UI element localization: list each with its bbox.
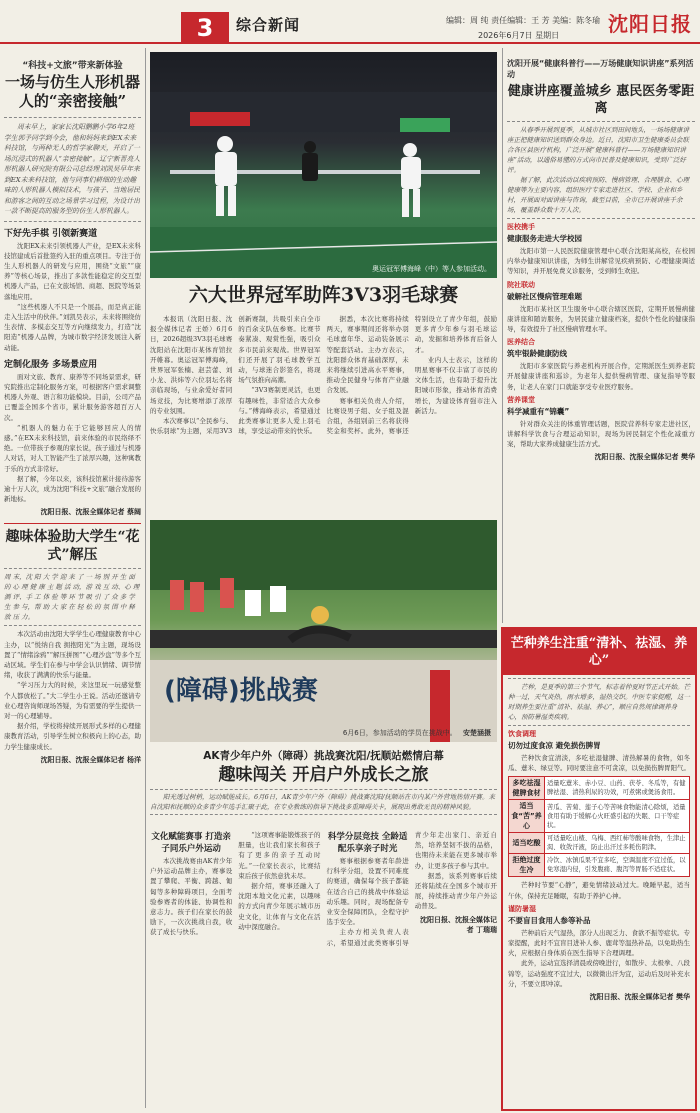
paragraph: 本次挑战赛由AK青少年户外运动品牌主办，赛事设置了攀爬、平衡、跨越、匍匐等多种障碍项目，全面考验参赛者的体能、协调性和意志力。孩子们在家长的鼓励下，一次次挑战自我，收获了成长与快乐。 xyxy=(150,857,233,937)
center-headline-1: 六大世界冠军助阵3V3羽毛球赛 xyxy=(188,284,459,306)
left-byline-1: 沈阳日报、沈报全媒体记者 蔡阔 xyxy=(40,508,141,517)
table-key: 拒绝过度生冷 xyxy=(509,854,545,877)
paragraph: “这项赛事能锻炼孩子的胆量，也让我们家长和孩子有了更多的亲子互动时光。”一位家长表示，比赛结束后孩子依然意犹未尽。 xyxy=(238,831,321,880)
left-headline: 一场与仿生人形机器人的“亲密接触” xyxy=(4,73,140,110)
paragraph: 芒种前后天气湿热，部分人出现乏力、食欲不振等症状。专家提醒，此时不宜盲目进补人参、鹿茸等温热补品，以免助热生火，应根据自身体质在医生指导下合理调理。 xyxy=(508,928,690,958)
obstacle-scene-image xyxy=(150,520,497,742)
right-column xyxy=(507,58,695,623)
paragraph: 据悉，该系列赛事后续还将陆续在全国多个城市开展，持续推动青少年户外运动普及。 xyxy=(414,871,497,911)
center-lead-box xyxy=(150,789,497,815)
paragraph: 据介绍，赛事还融入了沈阳本地文化元素，以趣味的方式向青少年展示城市历史文化，让体育与文化在活动中深度融合。 xyxy=(238,882,321,931)
box-subtag-1: 饮食调理 xyxy=(508,730,536,738)
left-lead-box xyxy=(4,117,141,222)
paragraph: 据介绍，学校将持续开展形式多样的心理健康教育活动，引导学生树立积极向上的心态，助力学生健康成长。 xyxy=(4,722,141,751)
left-lead-2: 周 末，沈 阳 大 学 迎 来 了 一 场 别 开 生 面 的 心 理 健 康 主 题 活 动，游 戏 互 动、心 理 测 评、手 工 体 验 等 环 节 吸 引 了 众 多 学 生 参 与，帮 助 大 家 在 轻 松 的 氛 围 中 释 放 压 力。 xyxy=(4,573,140,622)
right-kicker: 沈阳开展“健康科普行——万场健康知识讲座”系列活动 xyxy=(507,59,694,79)
box-subtag-2: 谨防暑湿 xyxy=(508,904,536,913)
photo2-board-text: (障碍)挑战赛 xyxy=(164,676,318,706)
table-value: 可适量吃山楂、乌梅、西红柿等酸味食物，生津止渴、收敛汗液，防止出汗过多耗伤阴津。 xyxy=(545,833,690,854)
box-lead-box xyxy=(508,678,690,726)
paragraph: 本次活动由沈阳大学学生心理健康教育中心主办，以“悦纳自我 拥抱阳光”为主题，现场设置了“情绪涂鸦”“解压拼图”“心理沙盘”等多个互动区域。学生们在参与中学会认识情绪、调节情绪，收获了满满的快乐与能量。 xyxy=(4,630,141,680)
newspaper-logo: 沈阳日报 xyxy=(608,12,692,36)
editor-line: 编辑：周 纯 责任编辑：王 芳 美编：陈冬瑜 xyxy=(446,16,601,25)
left-column xyxy=(4,58,141,1108)
left-subhead-2: 定制化服务 多场景应用 xyxy=(4,359,98,370)
paragraph: “3V3赛制更灵活，也更有趣味性，非常适合大众参与。”傅海峰表示，希望通过此类赛事让更多人爱上羽毛球，享受运动带来的快乐。 xyxy=(238,386,321,436)
column-divider xyxy=(502,48,503,623)
badminton-scene-image xyxy=(150,52,497,278)
paragraph: 沈阳市第一人民医院健康管理中心联合沈阳某高校，在校园内举办健康知识讲座，为师生讲解常见疾病预防、心理健康调适等知识，并开展免费义诊服务，受到师生欢迎。 xyxy=(507,247,695,276)
table-row xyxy=(509,854,690,877)
paragraph: 主办方相关负责人表示，希望通过此类赛事引导青少年走出家门、亲近自然，培养坚韧不拔的品格，也期待未来能在更多城市举办，让更多孩子参与其中。 xyxy=(326,831,497,947)
photo2-caption: 6月6日，参加活动的学员在挑战中。 xyxy=(342,729,457,737)
right-subtag-3: 医养结合 xyxy=(507,338,535,347)
box-byline: 沈阳日报、沈报全媒体记者 樊华 xyxy=(589,993,690,1002)
obstacle-article xyxy=(150,830,497,1108)
paragraph: 本报讯（沈阳日报、沈报全媒体记者 王娇）6月6日，2026超级3V3羽毛球赛沈阳站在沈阳市某体育馆拉开帷幕。奥运冠军傅海峰，世界冠军张楠、赵芸蕾、刘小龙、洪炜等六位羽坛名将亲临现场，与业余爱好者同场竞技，为比赛增添了浓厚的专业氛围。 xyxy=(150,315,233,415)
center-subhead-3: 文化赋能赛事 打造亲子同乐户外运动 xyxy=(151,832,231,854)
table-key: 适当食“苦”养心 xyxy=(509,800,545,833)
photo2-caption-line xyxy=(343,728,491,738)
right-subhead-1: 健康服务走进大学校园 xyxy=(507,234,582,243)
paragraph: 赛事根据参赛者年龄进行科学分组，设置不同难度的赛道，确保每个孩子都能在适合自己的挑战中体验运动乐趣。同时，现场配备专业安全保障团队，全程守护选手安全。 xyxy=(326,857,409,927)
paragraph: 据了解，今年以来，该科技馆累计接待游客逾十万人次，成为沈阳“科技+文旅”融合发展的新地标。 xyxy=(4,474,141,504)
center-headline-2: 趣味闯关 开启户外成长之旅 xyxy=(218,765,429,785)
left-headline-2: 趣味体验助大学生“花式”解压 xyxy=(5,529,140,564)
paragraph: “学习压力大的时候，来这里玩一玩感觉整个人都放松了。”大二学生小王说。活动还邀请专业心理咨询师现场答疑，为有需要的学生提供一对一的心理辅导。 xyxy=(4,681,141,720)
paragraph: 面对文旅、教育、康养等不同场景需求，研究院推出定制化服务方案，可根据客户需求调整机器人外观、语言和功能模块。目前，公司产品已覆盖全国多个省市，累计服务游客超百万人次。 xyxy=(4,372,141,422)
right-subhead-4: 科学减重有“锦囊” xyxy=(507,406,570,416)
badminton-photo xyxy=(150,52,497,278)
left-lead-box-2 xyxy=(4,568,141,626)
paragraph: 此外，运动宜选择清晨或傍晚进行，如散步、太极拳、八段锦等，运动强度不宜过大，以微微出汗为宜，运动后及时补充水分，不要立即冲凉。 xyxy=(508,959,690,988)
center-headline-block xyxy=(150,282,497,310)
box-subhead-1: 切勿过度食凉 避免损伤脾胃 xyxy=(508,741,601,750)
column-divider xyxy=(145,48,146,1108)
center-lead-2: 阳光透过树梢，运动赋能成长。6月6日，AK青少年户外（障碍）挑战赛沈阳/抚顺站在市内某户外营地热情开赛。来自沈阳和抚顺的众多青少年选手汇聚于此，在专业教练的指导下挑战多重障碍关卡，展现出勇敢无畏的精神风貌。 xyxy=(150,793,496,811)
right-lead-box xyxy=(507,121,695,219)
table-value: 冷饮、冰镇瓜果不宜多吃，空调温度不宜过低，以免寒湿内侵，引发腹痛、腹泻等胃肠不适症状。 xyxy=(545,854,690,877)
table-value: 适量吃薏米、赤小豆、山药、茯苓、冬瓜等，有健脾祛湿、清热利尿的功效，可煮粥或煲汤食用。 xyxy=(545,777,690,800)
date-line: 2026年6月7日 星期日 xyxy=(478,31,560,40)
table-value: 苦瓜、苦菊、莲子心等苦味食物能清心除烦，适量食用有助于缓解心火旺盛引起的失眠、口干等症状。 xyxy=(545,800,690,833)
health-feature-box xyxy=(501,627,697,1111)
paragraph: 据悉，本次比赛将持续两天，赛事期间还将举办羽毛球嘉年华、运动装备展示等配套活动。主办方表示，沈阳群众体育基础深厚，未来将继续引进高水平赛事，推动全民健身与体育产业融合发展。 xyxy=(326,315,409,395)
paragraph: 针对群众关注的体重管理话题，医院营养科专家走进社区，讲解科学饮食与合理运动知识，现场为居民制定个性化减重方案，帮助大家养成健康生活方式。 xyxy=(507,419,695,449)
table-row xyxy=(509,777,690,800)
paragraph: 业内人士表示，这样的明星赛事不仅丰富了市民的文体生活，也有助于提升沈阳城市形象，推动体育消费增长，为建设体育强市注入新活力。 xyxy=(414,355,497,415)
paragraph: 沈阳EX未来引领机器人产业，是EX未来科技馆建成后首批签约入驻的重点项目。专注于仿生人形机器人的研发与应用，围绕“文旅”“康养”等核心场景，推出了多款性能稳定的交互型机器人产品，已在文旅场馆、商超、医院等场景落地应用。 xyxy=(4,241,141,301)
paragraph: 赛事相关负责人介绍，比赛设男子组、女子组及混合组，各组别前三名将获得奖金和奖杯。此外，赛事还特别设立了青少年组，鼓励更多青少年参与羽毛球运动，发掘和培养体育后备人才。 xyxy=(326,315,497,436)
center-subhead-4: 科学分层竞技 全龄适配乐享亲子时光 xyxy=(327,832,408,854)
box-headline: 芒种养生注重“清补、祛湿、养心” xyxy=(503,629,695,675)
center-headline-2-block xyxy=(150,748,497,828)
right-subtag-2: 院社联动 xyxy=(507,280,535,289)
left-subhead-1: 下好先手棋 引领新赛道 xyxy=(4,228,98,239)
paragraph: “这些机器人不只是一个展品，而是真正能走入生活中的伙伴。”刘凯昊表示，未来将围绕仿生表情、多模态交互等方向继续发力，打造“沈阳造”机器人品牌，为城市数字经济发展注入新动能。 xyxy=(4,302,141,352)
page-header xyxy=(0,0,700,44)
left-lead: 周末早上，家家长沈阳鹏鹏小学6年2班学生郭予同学到今会，他和妈妈来到EX未来科技馆，与两种无人的哲学家聊天，开启了一场沉浸式的机器人“亲密接触”。辽宁新晋亮人形机器人研究院有限公司总经理刘凯昊早年来到EX未来科技馆，他与同事们耕细的生动趣味的人形机器人模拟技术，与孩子、当地居民和游客之间的互动之场景学习过程，为设计出一款不断提高的服务型的仿生人形机器人。 xyxy=(4,123,141,215)
paragraph: “机器人的魅力在于它能够回应人的情感。”在EX未来科技馆，前来体验的市民络绎不绝。一位带孩子参观的家长说，孩子通过与机器人对话，对人工智能产生了浓厚兴趣，这种寓教于乐的方式非常好。 xyxy=(4,423,141,473)
right-byline: 沈阳日报、沈报全媒体记者 樊华 xyxy=(594,453,695,462)
photo2-credit: 安楚涵摄 xyxy=(463,729,491,737)
paragraph: 芒种饮食宜清淡，多吃祛湿健脾、清热解暑的食物，如冬瓜、薏米、绿豆等。同时要注意不可贪凉，以免损伤脾胃阳气。 xyxy=(508,754,690,773)
section-title: 综合新闻 xyxy=(236,16,301,34)
paragraph: 沈阳市某社区卫生服务中心联合辖区医院，定期开展慢病健康讲座和随访服务，为居民建立健康档案，提供个性化的健康指导，有效提升了社区慢病管理水平。 xyxy=(507,304,695,334)
right-subhead-2: 破解社区慢病管理难题 xyxy=(507,291,582,301)
right-lead: 据了解，此次活动以疾病预防、慢病管理、合理膳食、心理健康等为主要内容，组织医疗专家走进社区、学校、企业和乡村，开展面对面讲座与咨询，截至目前，全市已开展讲座千余场，覆盖群众数十万人次。 xyxy=(507,176,689,214)
right-subhead-3: 筑牢银龄健康防线 xyxy=(507,349,567,359)
right-subtag-1: 医校携手 xyxy=(507,223,535,231)
center-kicker-2: AK青少年户外（障碍）挑战赛沈阳/抚顺站燃情启幕 xyxy=(203,750,444,762)
left-byline-2: 沈阳日报、沈报全媒体记者 杨洋 xyxy=(40,755,141,764)
center-byline: 沈阳日报、沈报全媒体记者 丁瑞瑞 xyxy=(420,915,497,934)
obstacle-photo xyxy=(150,520,497,742)
diet-tips-table xyxy=(508,776,690,877)
table-key: 适当吃酸 xyxy=(509,833,545,854)
divider xyxy=(4,523,141,524)
right-lead: 从春季开展到夏季，从城市社区到田间地头，一场场健康讲座正把健康知识送到群众身边。近日，沈阳市卫生健康委员会联合各区县医疗机构，广泛开展“健康科普行——万场健康知识讲座”活动，以通俗易懂的方式向市民普及健康知识，受到广泛好评。 xyxy=(507,126,689,174)
paragraph: 沈阳市多家医院与养老机构开展合作，定期派医生到养老院开展健康讲座和巡诊，为老年人提供慢病管理、康复指导等服务，让老人在家门口就能享受专业医疗服务。 xyxy=(507,362,695,391)
page-number: 3 xyxy=(181,12,229,44)
photo1-caption: 奥运冠军傅海峰（中）等人参加活动。 xyxy=(372,265,491,273)
badminton-article xyxy=(150,314,497,514)
paragraph: 本次赛事以“全民参与、快乐羽球”为主题，采用3V3创新赛制，共吸引来自全市的百余支队伍参赛。比赛节奏紧凑、观赏性强，吸引众多市民前来观战。世界冠军们还开展了羽毛球教学互动，与球迷合影签名，将现场气氛推向高潮。 xyxy=(150,315,321,436)
right-headline: 健康讲座覆盖城乡 惠民医务零距离 xyxy=(507,84,695,116)
table-row xyxy=(509,800,690,833)
left-kicker: “科技+文旅”带来新体验 xyxy=(22,61,123,71)
table-row xyxy=(509,833,690,854)
box-lead: 芒种，是夏季的第三个节气，标志着仲夏时节正式开始。芒种一过，天气炎热，雨水增多，湿热交织。中医专家提醒，这一时期养生要注重“清补、祛湿、养心”，顺应自然规律调养身心，预防暑湿类疾病。 xyxy=(508,683,690,721)
table-key: 多吃祛湿健脾食材 xyxy=(509,777,545,800)
right-subtag-4: 营养课堂 xyxy=(507,395,535,404)
box-subhead-2: 不要盲目食用人参等补品 xyxy=(508,915,591,925)
paragraph: 芒种时节要“心静”，避免情绪波动过大。晚睡早起，适当午休，保持充足睡眠，有助于养护心神。 xyxy=(508,881,690,900)
